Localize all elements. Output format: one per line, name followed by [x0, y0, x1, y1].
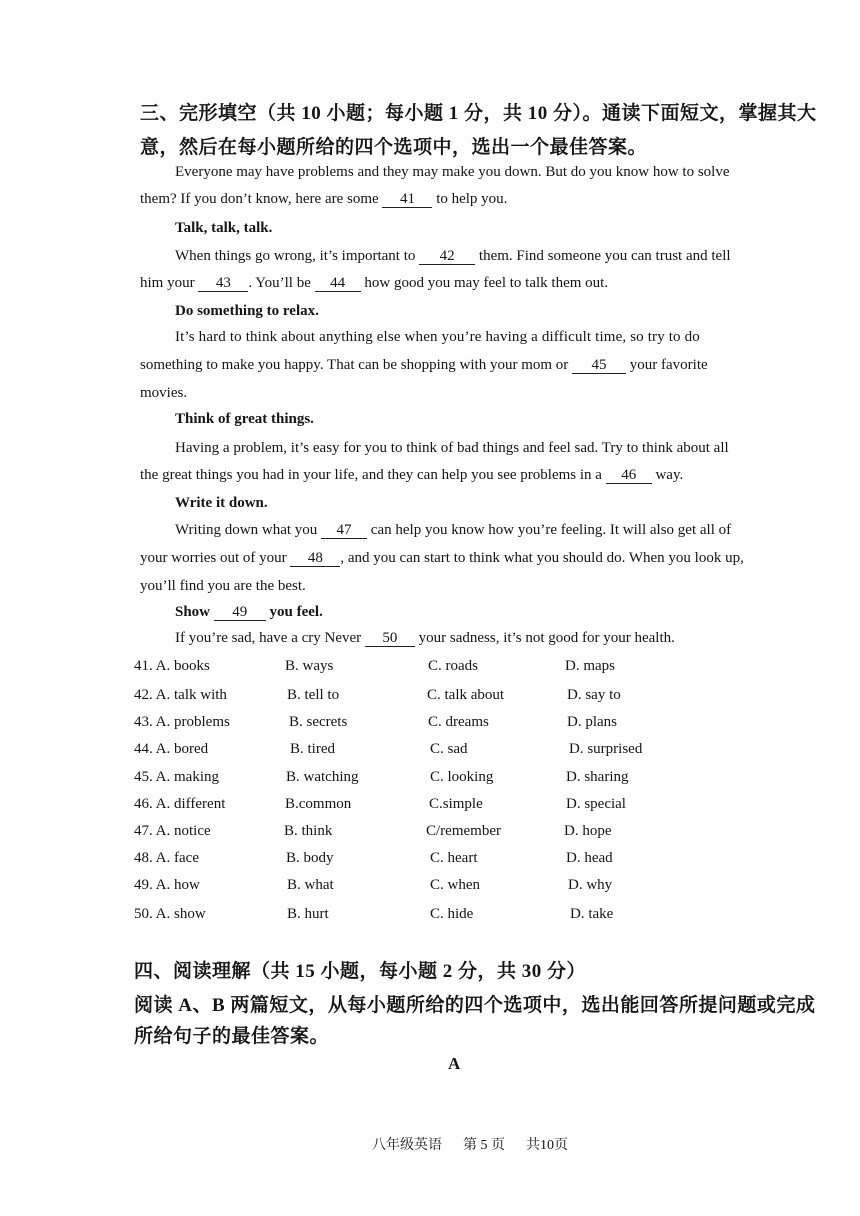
passage-line: Writing down what you 47 can help you know how you’re feeling. It will also get all of: [175, 522, 732, 538]
option-b: B. hurt: [287, 906, 329, 922]
section4-instructions-line2: 所给句子的最佳答案。: [134, 1026, 330, 1047]
footer-page-number: 第 5 页: [463, 1138, 505, 1153]
option-b: B. what: [287, 877, 334, 893]
footer-total-pages: 共10页: [526, 1138, 568, 1153]
option-d: D. maps: [565, 658, 615, 674]
option-d: D. head: [566, 850, 613, 866]
passage-line: him your 43 . You’ll be 44 how good you may feel to talk them out.: [140, 275, 609, 291]
option-a: 49. A. how: [134, 877, 200, 893]
passage-line: your worries out of your 48 , and you can start to think what you should do. When you look up,: [140, 550, 744, 566]
option-b: B. body: [286, 850, 334, 866]
option-d: D. sharing: [566, 769, 629, 785]
option-c: C. when: [430, 877, 480, 893]
option-d: D. special: [566, 796, 626, 812]
option-d: D. take: [570, 906, 614, 922]
option-a: 50. A. show: [134, 906, 206, 922]
subheading-talk: Talk, talk, talk.: [175, 220, 273, 236]
blank-41: 41: [382, 191, 432, 208]
subheading-relax: Do something to relax.: [175, 303, 319, 319]
passage-line: It’s hard to think about anything else when you’re having a difficult time, so try to do: [175, 329, 700, 345]
option-b: B.common: [285, 796, 352, 812]
blank-46: 46: [606, 467, 652, 484]
option-c: C/remember: [426, 823, 501, 839]
option-b: B. think: [284, 823, 333, 839]
option-b: B. tired: [290, 741, 335, 757]
option-a: 47. A. notice: [134, 823, 211, 839]
option-a: 44. A. bored: [134, 741, 209, 757]
blank-45: 45: [572, 357, 626, 374]
blank-49: 49: [214, 604, 266, 621]
subheading-show: Show 49 you feel.: [175, 604, 323, 620]
option-c: C. talk about: [427, 687, 505, 703]
option-d: D. hope: [564, 823, 612, 839]
passage-line: you’ll find you are the best.: [140, 578, 306, 594]
section4-instructions-line1: 阅读 A、B 两篇短文，从每小题所给的四个选项中，选出能回答所提问题或完成: [134, 995, 816, 1016]
blank-50: 50: [365, 630, 415, 647]
option-c: C. sad: [430, 741, 468, 757]
section4-title: 四、阅读理解（共 15 小题，每小题 2 分，共 30 分）: [134, 961, 587, 982]
option-a: 42. A. talk with: [134, 687, 227, 703]
passage-label-A: A: [448, 1054, 461, 1073]
option-d: D. surprised: [569, 741, 643, 757]
option-a: 48. A. face: [134, 850, 199, 866]
option-a: 45. A. making: [134, 769, 219, 785]
option-a: 43. A. problems: [134, 714, 230, 730]
option-b: B. tell to: [287, 687, 340, 703]
option-c: C. hide: [430, 906, 474, 922]
option-d: D. plans: [567, 714, 617, 730]
section3-title-line2: 意，然后在每小题所给的四个选项中，选出一个最佳答案。: [140, 137, 648, 158]
option-d: D. say to: [567, 687, 621, 703]
option-a: 41. A. books: [134, 658, 210, 674]
subheading-great-things: Think of great things.: [175, 411, 314, 427]
blank-42: 42: [419, 248, 475, 265]
option-c: C. dreams: [428, 714, 489, 730]
passage-line: Everyone may have problems and they may make you down. But do you know how to solve: [175, 164, 730, 180]
section3-title-line1: 三、完形填空（共 10 小题；每小题 1 分，共 10 分）。通读下面短文，掌握其大: [140, 103, 817, 124]
option-b: B. ways: [285, 658, 334, 674]
page-footer: [372, 1134, 568, 1154]
blank-48: 48: [290, 550, 340, 567]
option-c: C. roads: [428, 658, 478, 674]
passage-line: the great things you had in your life, and they can help you see problems in a 46 way.: [140, 467, 684, 483]
passage-line: something to make you happy. That can be shopping with your mom or 45 your favorite: [140, 357, 708, 373]
option-b: B. secrets: [289, 714, 348, 730]
blank-43: 43: [198, 275, 248, 292]
option-d: D. why: [568, 877, 613, 893]
passage-line: Having a problem, it’s easy for you to think of bad things and feel sad. Try to think about all: [175, 440, 729, 456]
option-b: B. watching: [286, 769, 359, 785]
passage-line: If you’re sad, have a cry Never 50 your sadness, it’s not good for your health.: [175, 630, 675, 646]
subheading-write: Write it down.: [175, 495, 268, 511]
option-c: C. looking: [430, 769, 494, 785]
passage-line: When things go wrong, it’s important to 42 them. Find someone you can trust and tell: [175, 248, 731, 264]
blank-44: 44: [315, 275, 361, 292]
blank-47: 47: [321, 522, 367, 539]
footer-subject: 八年级英语: [372, 1138, 442, 1153]
option-c: C.simple: [429, 796, 483, 812]
option-c: C. heart: [430, 850, 478, 866]
passage-line: them? If you don’t know, here are some 41 to help you.: [140, 191, 508, 207]
passage-line: movies.: [140, 385, 188, 401]
option-a: 46. A. different: [134, 796, 226, 812]
